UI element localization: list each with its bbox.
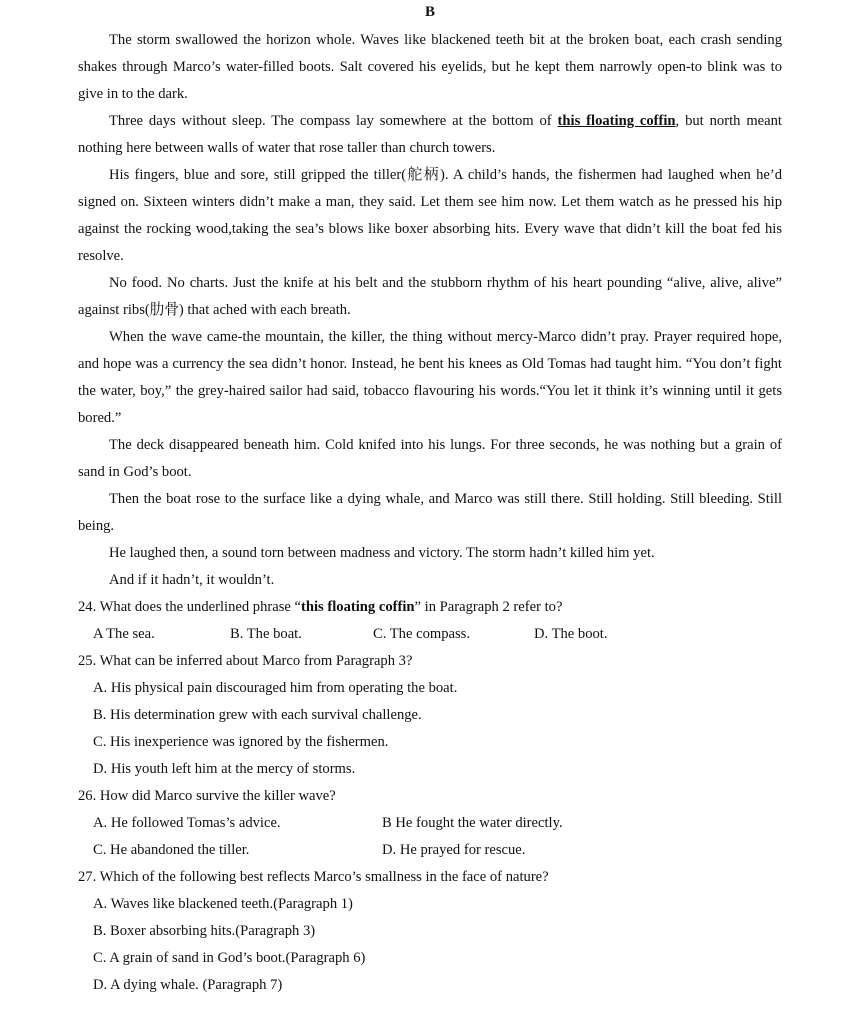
paragraph-7: Then the boat rose to the surface like a dying whale, and Marco was still there. Still holding. Still bleeding. Still being. [78,491,782,534]
question-stem: 26. How did Marco survive the killer wave? [78,788,336,804]
paragraph-5: When the wave came-the mountain, the killer, the thing without mercy-Marco didn’t pray. Prayer required hope, and hope was a currency the sea didn’t honor. Instead, he bent his knees as Old Tomas had taught him. “You don’t fight the water, boy,” the grey-haired sailor had said, tobacco flavouring his words.“You let it think it’s winning until it gets bored.” [78,329,782,426]
question-26 [78,783,782,864]
question-stem: 25. What can be inferred about Marco from Paragraph 3? [78,653,413,669]
underlined-phrase: this floating coffin [557,113,676,129]
option-a: A. His physical pain discouraged him from operating the boat. [93,680,458,696]
paragraph-1: The storm swallowed the horizon whole. Waves like blackened teeth bit at the broken boat, each crash sending shakes through Marco’s water-filled boots. Salt covered his eyelids, but he kept them narrowly open-to blink was to give in to the dark. [78,32,782,102]
reading-passage [78,27,782,594]
option-list [78,675,782,783]
option-a: A The sea. [93,626,155,642]
paragraph-4: No food. No charts. Just the knife at his belt and the stubborn rhythm of his heart pounding “alive, alive, alive” against ribs(肋骨) that ached with each breath. [78,275,782,318]
option-c: C. He abandoned the tiller. [93,842,250,858]
question-stem [78,594,782,621]
question-list [78,594,782,999]
stem-text: 24. What does the underlined phrase “ [78,599,302,615]
question-25 [78,648,782,783]
question-24 [78,594,782,648]
option-b: B He fought the water directly. [382,815,563,831]
option-d: D. The boot. [534,626,608,642]
option-b: B. The boat. [230,626,302,642]
paragraph-2 [78,108,782,162]
paragraph-2-text-after: , but north meant nothing here between walls of water that rose taller than church towers. [78,113,782,156]
option-c: C. The compass. [373,626,471,642]
section-title: B [424,4,435,20]
option-c: C. A grain of sand in God’s boot.(Paragraph 6) [93,950,366,966]
option-d: D. He prayed for rescue. [382,842,526,858]
option-a: A. He followed Tomas’s advice. [93,815,281,831]
option-b: B. Boxer absorbing hits.(Paragraph 3) [93,923,316,939]
option-b: B. His determination grew with each survival challenge. [93,707,422,723]
paragraph-9: And if it hadn’t, it wouldn’t. [109,572,275,588]
question-27 [78,864,782,999]
option-d: D. His youth left him at the mercy of storms. [93,761,356,777]
paragraph-2-text-before: Three days without sleep. The compass lay somewhere at the bottom of [109,113,558,129]
stem-phrase-bold: this floating coffin [301,599,415,615]
paragraph-3: His fingers, blue and sore, still gripped the tiller(舵柄). A child’s hands, the fishermen had laughed when he’d signed on. Sixteen winters didn’t make a man, they said. Let them see him now. Let them watch as he pressed his hip against the rocking wood,taking the sea’s blows like boxer absorbing hits. Every wave that didn’t kill the boat fed his resolve. [78,167,782,264]
option-d: D. A dying whale. (Paragraph 7) [93,977,283,993]
paragraph-6: The deck disappeared beneath him. Cold knifed into his lungs. For three seconds, he was nothing but a grain of sand in God’s boot. [78,437,782,480]
option-list [78,891,782,999]
option-row [78,621,782,648]
option-a: A. Waves like blackened teeth.(Paragraph 1) [93,896,353,912]
option-row [78,810,782,837]
option-row [78,837,782,864]
option-c: C. His inexperience was ignored by the fishermen. [93,734,389,750]
stem-text: ” in Paragraph 2 refer to? [414,599,563,615]
paragraph-8: He laughed then, a sound torn between madness and victory. The storm hadn’t killed him yet. [109,545,655,561]
question-stem: 27. Which of the following best reflects Marco’s smallness in the face of nature? [78,869,549,885]
